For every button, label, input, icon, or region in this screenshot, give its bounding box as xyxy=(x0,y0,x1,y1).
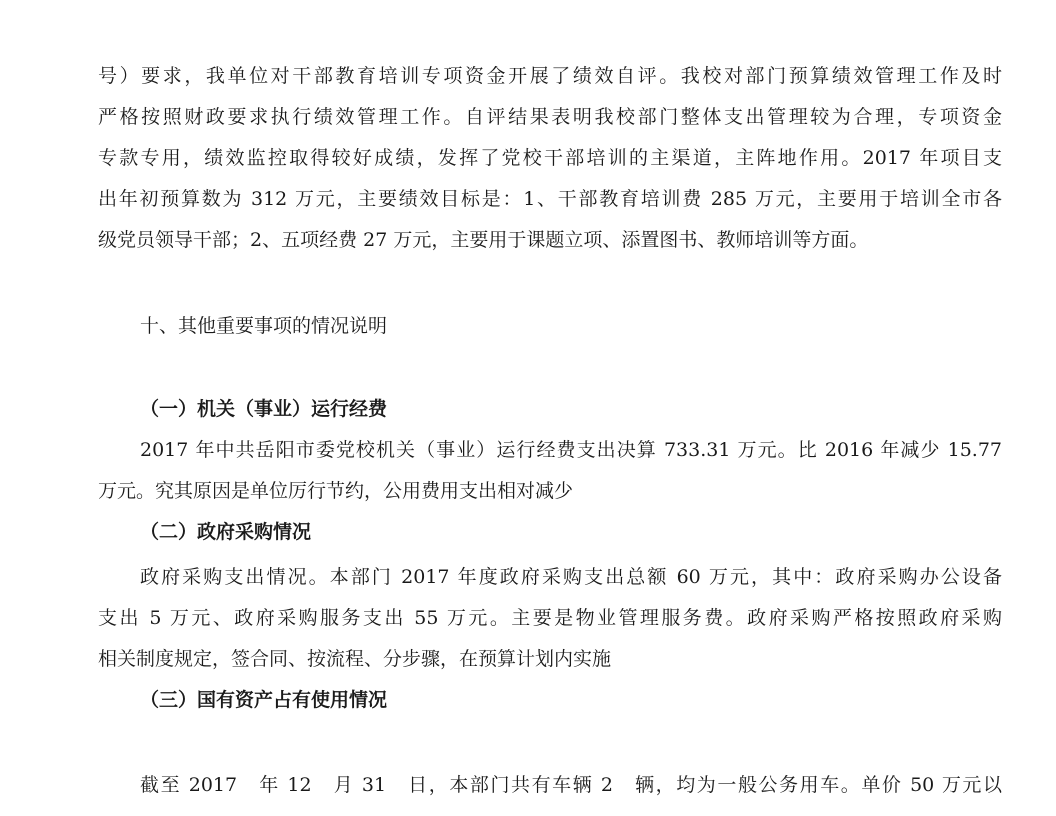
paragraph-line: 截至 2017 年 12 月 31 日，本部门共有车辆 2 辆，均为一般公务用车。单价 50 万元以 xyxy=(140,774,1002,796)
paragraph-line: 相关制度规定，签合同、按流程、分步骤，在预算计划内实施 xyxy=(98,648,612,670)
section-heading: 十、其他重要事项的情况说明 xyxy=(140,315,388,337)
paragraph-line: 出年初预算数为 312 万元，主要绩效目标是：1、干部教育培训费 285 万元，主要用于培训全市各 xyxy=(98,188,1002,210)
paragraph-line: 号）要求，我单位对干部教育培训专项资金开展了绩效自评。我校对部门预算绩效管理工作及时 xyxy=(98,65,1002,87)
subsection-heading-state-assets: （三）国有资产占有使用情况 xyxy=(140,689,388,711)
paragraph-line: 政府采购支出情况。本部门 2017 年度政府采购支出总额 60 万元，其中：政府采购办公设备 xyxy=(140,566,1002,588)
subsection-heading-operating-costs: （一）机关（事业）运行经费 xyxy=(140,398,388,420)
paragraph-line: 万元。究其原因是单位厉行节约，公用费用支出相对减少 xyxy=(98,480,574,502)
paragraph-line: 支出 5 万元、政府采购服务支出 55 万元。主要是物业管理服务费。政府采购严格按照政府采购 xyxy=(98,607,1002,629)
paragraph-line: 2017 年中共岳阳市委党校机关（事业）运行经费支出决算 733.31 万元。比 2016 年减少 15.77 xyxy=(140,439,1002,461)
paragraph-line: 级党员领导干部；2、五项经费 27 万元，主要用于课题立项、添置图书、教师培训等方面。 xyxy=(98,229,869,251)
subsection-heading-procurement: （二）政府采购情况 xyxy=(140,521,312,543)
paragraph-line: 专款专用，绩效监控取得较好成绩，发挥了党校干部培训的主渠道，主阵地作用。2017 年项目支 xyxy=(98,147,1002,169)
paragraph-line: 严格按照财政要求执行绩效管理工作。自评结果表明我校部门整体支出管理较为合理，专项资金 xyxy=(98,106,1002,128)
